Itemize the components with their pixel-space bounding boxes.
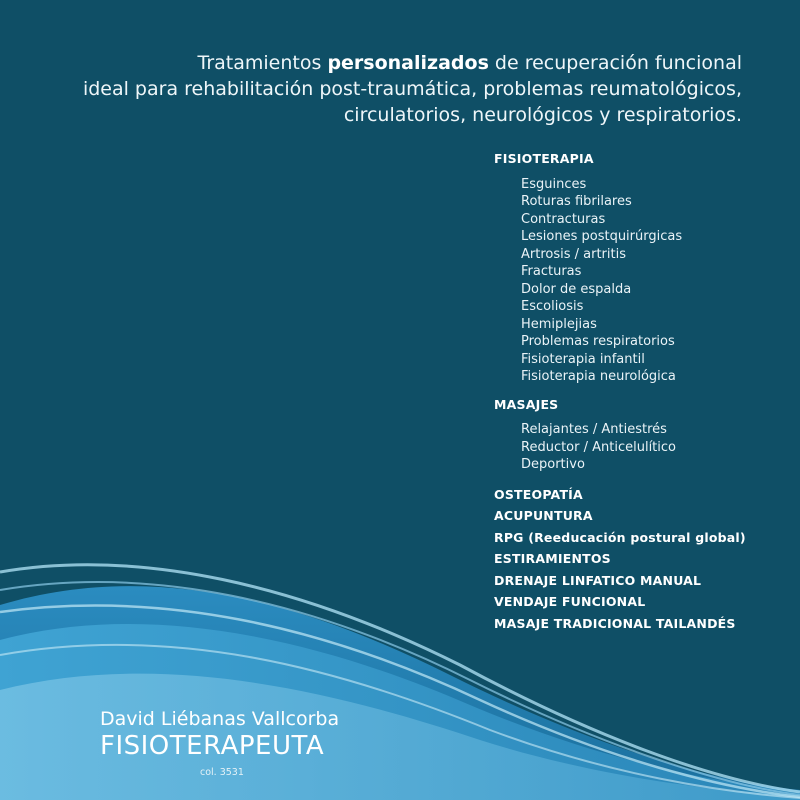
fisioterapia-item: Hemiplejias [521, 316, 597, 332]
section-heading-fisioterapia: FISIOTERAPIA [494, 151, 594, 166]
collegiate-number: col. 3531 [200, 767, 244, 778]
fisioterapia-item: Fracturas [521, 264, 582, 279]
service-heading: VENDAJE FUNCIONAL [494, 594, 646, 609]
masajes-item: Reductor / Anticelulítico [521, 439, 676, 455]
section-heading-masajes: MASAJES [494, 396, 559, 412]
service-heading: ACUPUNTURA [494, 508, 593, 523]
service-heading: RPG (Reeducación postural global) [494, 529, 746, 545]
intro-highlight: personalizados [327, 52, 489, 74]
service-heading: DRENAJE LINFATICO MANUAL [494, 572, 702, 588]
fisioterapia-item: Esguinces [521, 176, 587, 192]
fisioterapia-item: Lesiones postquirúrgicas [521, 229, 683, 244]
fisioterapia-item: Fisioterapia infantil [521, 351, 645, 367]
intro-line-1-end: de recuperación funcional [488, 52, 742, 74]
masajes-item: Relajantes / Antiestrés [521, 422, 667, 437]
fisioterapia-item: Roturas fibrilares [521, 194, 632, 209]
signature-block [100, 707, 340, 778]
masajes-item: Deportivo [521, 457, 585, 472]
fisioterapia-item: Contracturas [521, 211, 606, 227]
service-heading: MASAJE TRADICIONAL TAILANDÉS [494, 615, 736, 631]
fisioterapia-item: Problemas respiratorios [521, 334, 675, 349]
fisioterapia-item: Artrosis / artritis [521, 246, 626, 262]
intro-text [42, 50, 742, 128]
practitioner-title: FISIOTERAPEUTA [100, 731, 325, 761]
fisioterapia-item: Escoliosis [521, 299, 584, 314]
service-heading: ESTIRAMIENTOS [494, 551, 611, 566]
masajes-list [521, 421, 794, 474]
fisioterapia-item: Fisioterapia neurológica [521, 369, 676, 384]
service-heading: OSTEOPATÍA [494, 486, 583, 502]
other-services [494, 484, 794, 635]
intro-line-1-start: Tratamientos [197, 52, 328, 74]
intro-line-1 [42, 50, 742, 76]
services-list [494, 148, 794, 634]
fisioterapia-item: Dolor de espalda [521, 281, 632, 297]
practitioner-name: David Liébanas Vallcorba [100, 708, 340, 730]
intro-line-2: ideal para rehabilitación post-traumática, problemas reumatológicos, [82, 78, 742, 100]
fisioterapia-list [521, 176, 794, 386]
intro-line-3: circulatorios, neurológicos y respiratorios. [343, 104, 742, 126]
